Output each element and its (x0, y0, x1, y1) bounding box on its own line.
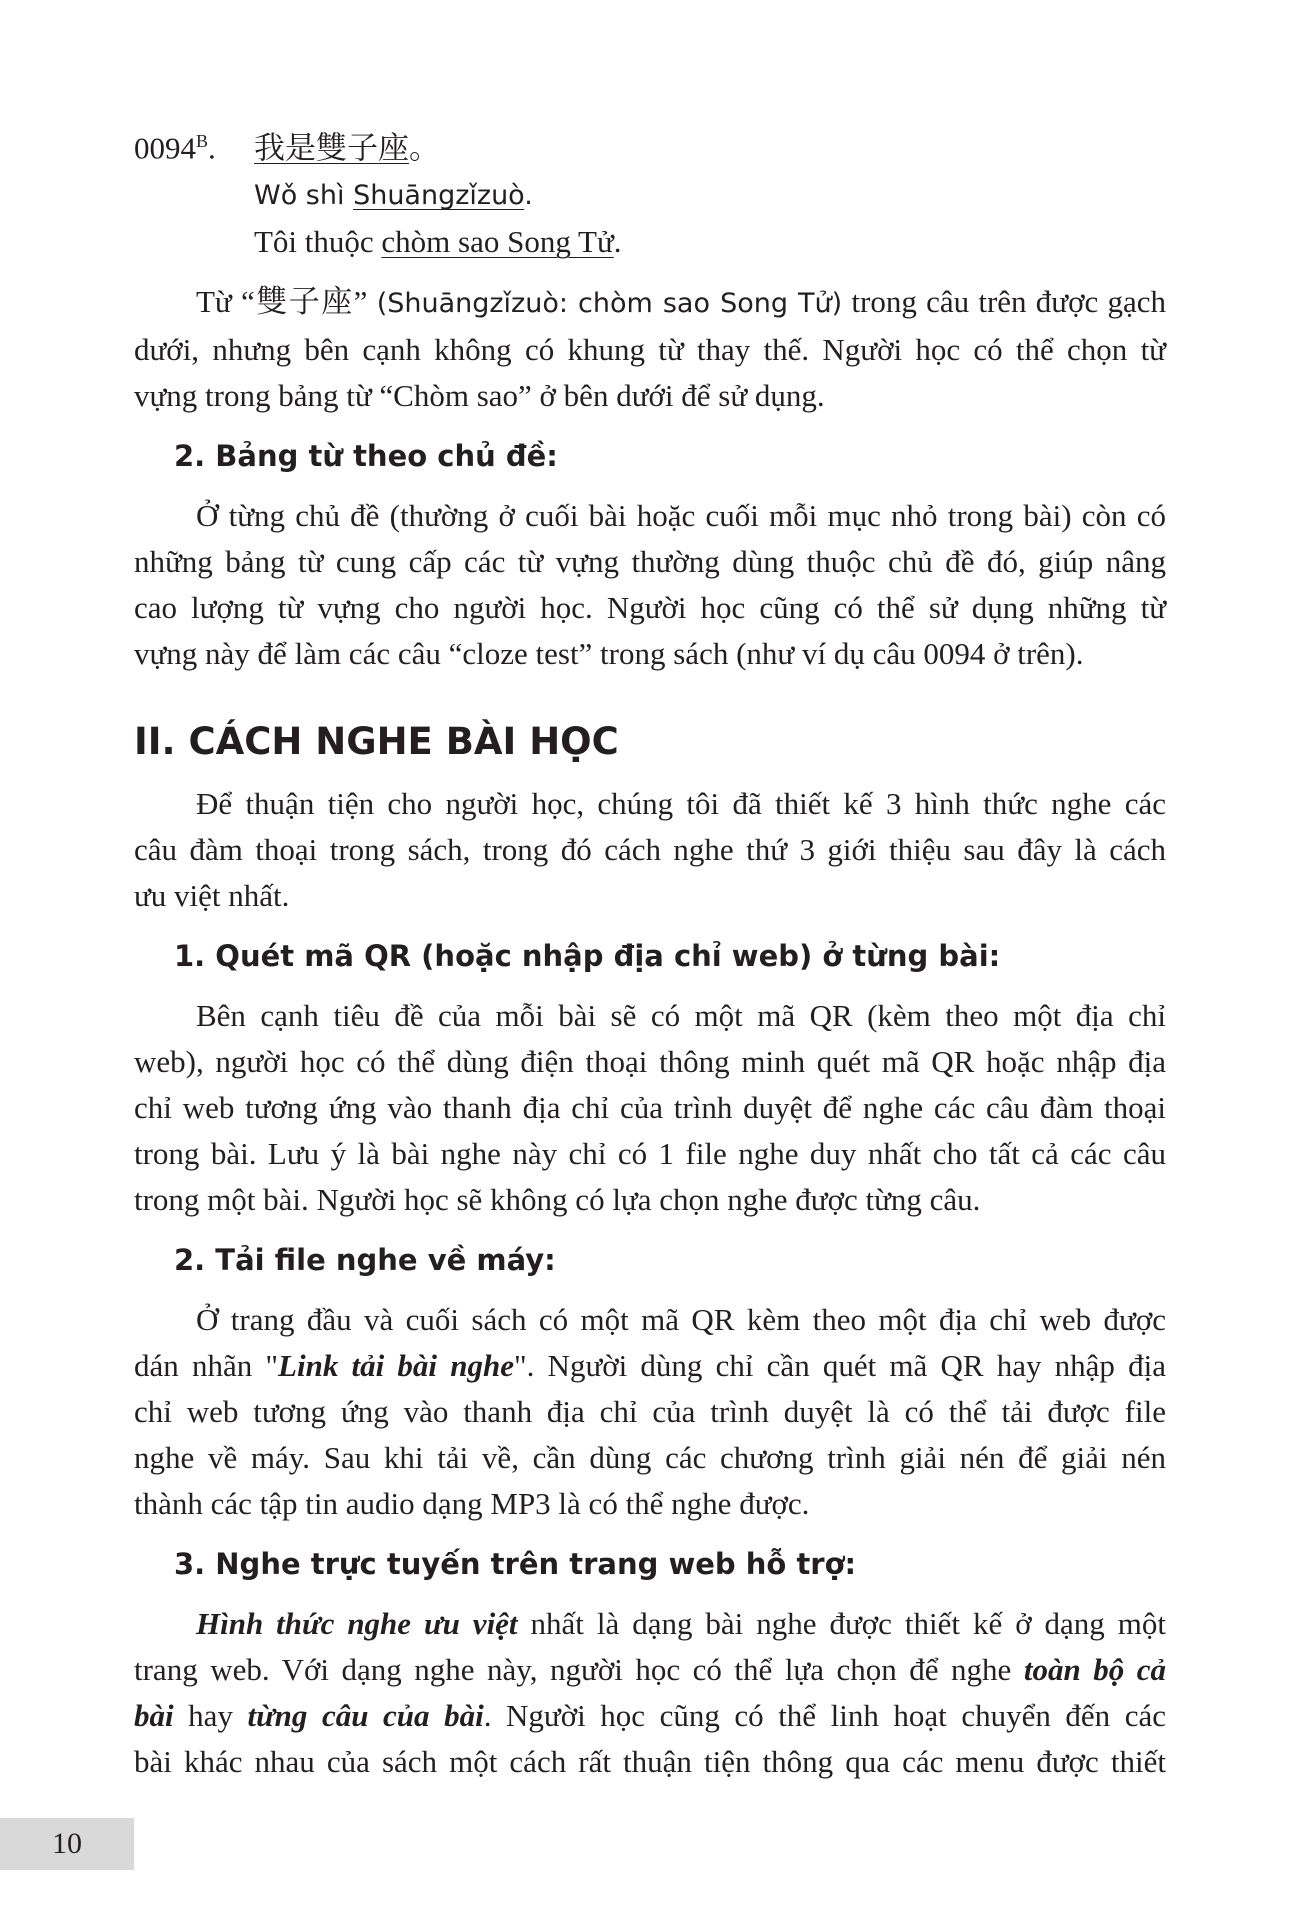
example-chinese: 我是雙子座 (254, 130, 409, 166)
chapter-heading: II. CÁCH NGHE BÀI HỌC (134, 720, 619, 764)
example-sentence: $0094^B$. 我是雙子座。 (134, 118, 1166, 171)
paragraph-line: ưu việt nhất. (134, 878, 290, 914)
paragraph-line: trong bài. Lưu ý là bài nghe này chỉ có 1 file nghe duy nhất cho tất cả các câu (134, 1136, 1166, 1172)
example-pinyin: Wǒ shì Shuāngzǐzuò. (254, 180, 533, 212)
section-heading-vocab: 2. Bảng từ theo chủ đề: (174, 439, 558, 474)
paragraph-line: thành các tập tin audio dạng MP3 là có thể nghe được. (134, 1486, 810, 1522)
paragraph-line: Ở từng chủ đề (thường ở cuối bài hoặc cuối mỗi mục nhỏ trong bài) còn có (196, 498, 1166, 534)
paragraph-line: bài khác nhau của sách một cách rất thuận tiện thông qua các menu được thiết (134, 1744, 1166, 1780)
paragraph-line: vựng này để làm các câu “cloze test” trong sách (như ví dụ câu 0094 ở trên). (134, 636, 1084, 672)
paragraph-line: những bảng từ cung cấp các từ vựng thường dùng thuộc chủ đề đó, giúp nâng (134, 544, 1166, 580)
paragraph-line: nghe về máy. Sau khi tải về, cần dùng các chương trình giải nén để giải nén (134, 1440, 1166, 1476)
paragraph-line: Hình thức nghe ưu việt nhất là dạng bài nghe được thiết kế ở dạng một (196, 1606, 1166, 1642)
intro-paragraph-line: Từ “雙子座” (Shuāngzǐzuò: chòm sao Song Tử) trong câu trên được gạch (196, 284, 1166, 320)
example-number: $0094^B$. (134, 130, 216, 166)
paragraph-line: dán nhãn "Link tải bài nghe". Người dùng chỉ cần quét mã QR hay nhập địa (134, 1348, 1166, 1384)
paragraph-line: trong một bài. Người học sẽ không có lựa chọn nghe được từng câu. (134, 1182, 981, 1218)
paragraph-line: chỉ web tương ứng vào thanh địa chỉ của trình duyệt là có thể tải được file (134, 1394, 1166, 1430)
intro-paragraph-line: vựng trong bảng từ “Chòm sao” ở bên dưới để sử dụng. (134, 378, 825, 414)
subsection-heading-download: 2. Tải file nghe về máy: (174, 1243, 556, 1278)
paragraph-line: câu đàm thoại trong sách, trong đó cách nghe thứ 3 giới thiệu sau đây là cách (134, 832, 1166, 868)
intro-paragraph-line: dưới, nhưng bên cạnh không có khung từ thay thế. Người học có thể chọn từ (134, 332, 1166, 368)
paragraph-line: chỉ web tương ứng vào thanh địa chỉ của trình duyệt để nghe các câu đàm thoại (134, 1090, 1166, 1126)
paragraph-line: Bên cạnh tiêu đề của mỗi bài sẽ có một mã QR (kèm theo một địa chỉ (196, 998, 1166, 1034)
paragraph-line: trang web. Với dạng nghe này, người học có thể lựa chọn để nghe toàn bộ cả (134, 1652, 1166, 1688)
paragraph-line: web), người học có thể dùng điện thoại thông minh quét mã QR hoặc nhập địa (134, 1044, 1166, 1080)
paragraph-line: Ở trang đầu và cuối sách có một mã QR kèm theo một địa chỉ web được (196, 1302, 1166, 1338)
page-number: 10 (52, 1827, 82, 1860)
paragraph-line: Để thuận tiện cho người học, chúng tôi đã thiết kế 3 hình thức nghe các (196, 786, 1166, 822)
example-vietnamese: Tôi thuộc chòm sao Song Tử. (254, 224, 622, 260)
paragraph-line: cao lượng từ vựng cho người học. Người học cũng có thể sử dụng những từ (134, 590, 1166, 626)
paragraph-line: bài hay từng câu của bài. Người học cũng có thể linh hoạt chuyển đến các (134, 1698, 1166, 1734)
page-content (134, 118, 1166, 1785)
subsection-heading-online: 3. Nghe trực tuyến trên trang web hỗ trợ: (174, 1547, 857, 1582)
subsection-heading-qr: 1. Quét mã QR (hoặc nhập địa chỉ web) ở từng bài: (174, 939, 1001, 974)
